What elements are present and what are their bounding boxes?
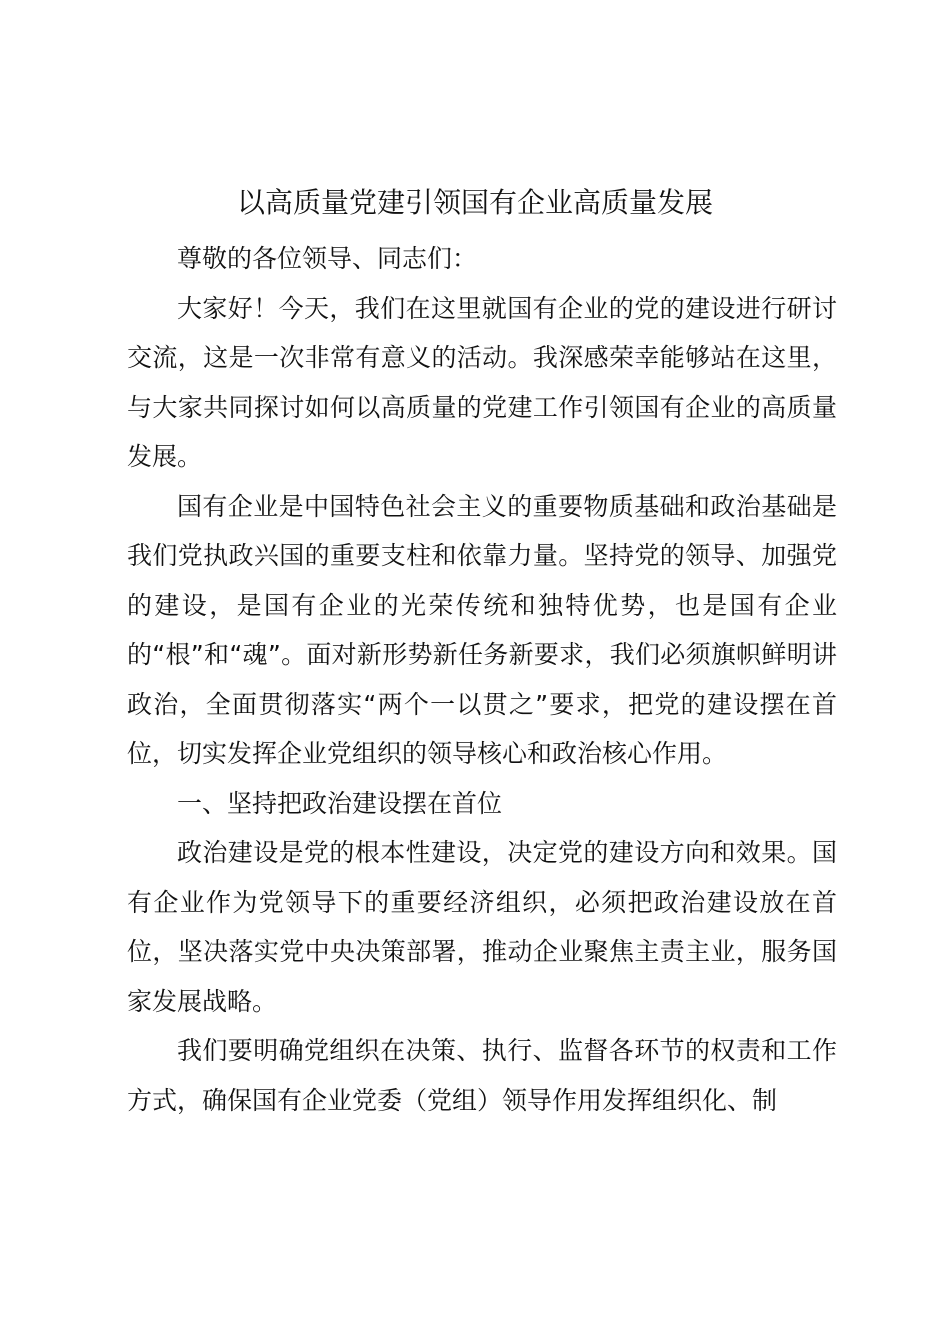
body-paragraph: 大家好！今天，我们在这里就国有企业的党的建设进行研讨交流，这是一次非常有意义的活动。我深感荣幸能够站在这里，与大家共同探讨如何以高质量的党建工作引领国有企业的高质量发展。 bbox=[127, 293, 837, 471]
body-paragraph: 国有企业是中国特色社会主义的重要物质基础和政治基础是我们党执政兴国的重要支柱和依靠力量。坚持党的领导、加强党的建设，是国有企业的光荣传统和独特优势，也是国有企业的“根”和“魂”。面对新形势新任务新要求，我们必须旗帜鲜明讲政治，全面贯彻落实“两个一以贯之”要求，把党的建设摆在首位，切实发挥企业党组织的领导核心和政治核心作用。 bbox=[127, 491, 837, 768]
section-heading: 一、坚持把政治建设摆在首位 bbox=[177, 788, 503, 818]
document-body bbox=[127, 234, 837, 1125]
document-title: 以高质量党建引领国有企业高质量发展 bbox=[236, 186, 713, 219]
section-paragraph: 政治建设是党的根本性建设，决定党的建设方向和效果。国有企业作为党领导下的重要经济组织，必须把政治建设放在首位，坚决落实党中央决策部署，推动企业聚焦主责主业，服务国家发展战略。 bbox=[127, 838, 837, 1016]
section-paragraph: 我们要明确党组织在决策、执行、监督各环节的权责和工作方式，确保国有企业党委（党组）领导作用发挥组织化、制 bbox=[127, 1036, 837, 1115]
salutation: 尊敬的各位领导、同志们： bbox=[177, 244, 478, 273]
